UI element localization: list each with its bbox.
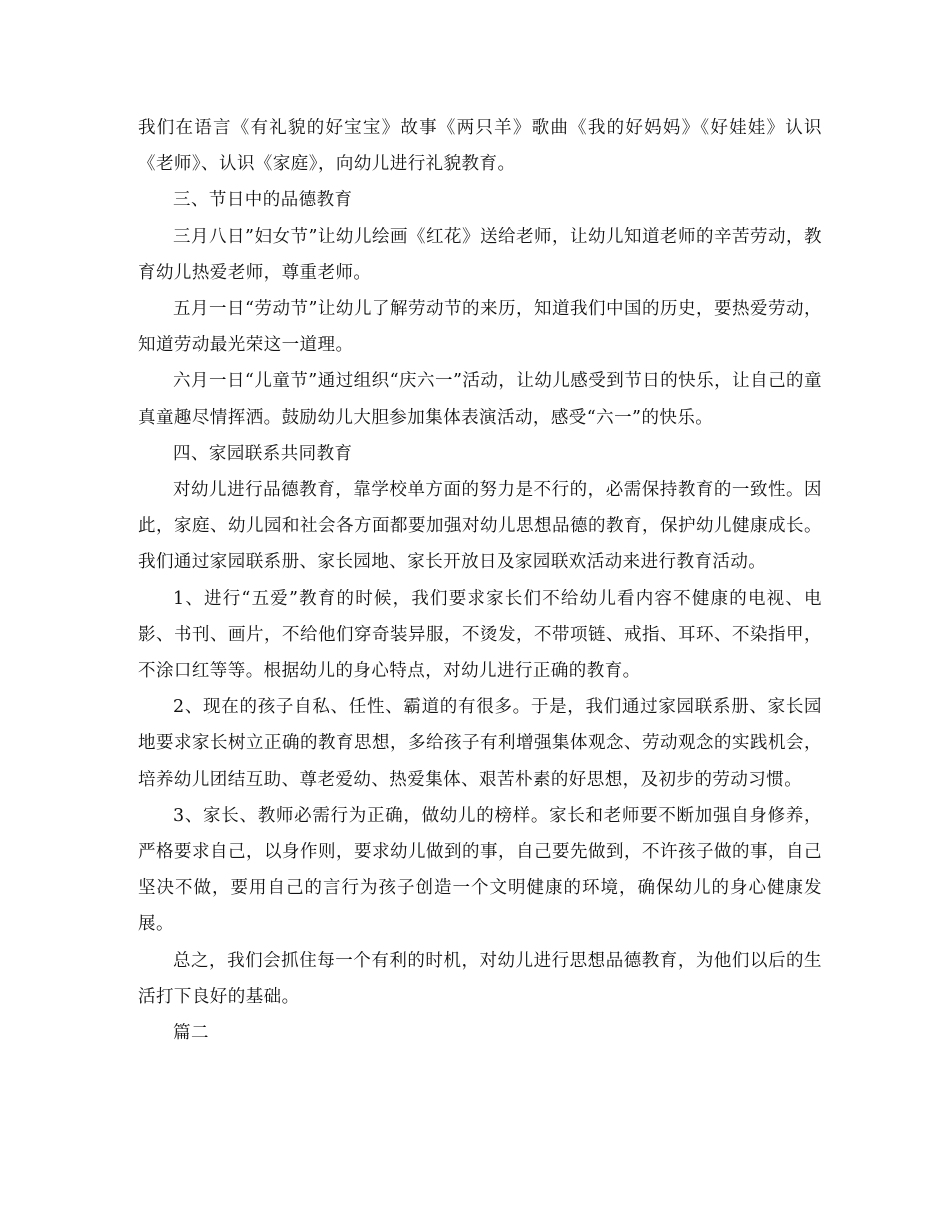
section-heading-festival-education: 三、节日中的品德教育 (173, 190, 353, 211)
paragraph-conclusion: 总之，我们会抓住每一个有利的时机，对幼儿进行思想品德教育，为他们以后的生活打下良好的基础。 (138, 950, 822, 1007)
paragraph-item-1: 1、进行“五爱”教育的时候，我们要求家长们不给幼儿看内容不健康的电视、电影、书刊、画片，不给他们穿奇装异服，不烫发，不带项链、戒指、耳环、不染指甲，不涂口红等等。根据幼儿的身心特点，对幼儿进行正确的教育。 (138, 588, 822, 682)
paragraph-item-2: 2、现在的孩子自私、任性、霸道的有很多。于是，我们通过家园联系册、家长园地要求家长树立正确的教育思想，多给孩子有利增强集体观念、劳动观念的实践机会，培养幼儿团结互助、尊老爱幼、热爱集体、艰苦朴素的好思想，及初步的劳动习惯。 (138, 697, 822, 790)
document-body (138, 110, 822, 1051)
paragraph-home-school-intro: 对幼儿进行品德教育，靠学校单方面的努力是不行的，必需保持教育的一致性。因此，家庭、幼儿园和社会各方面都要加强对幼儿思想品德的教育，保护幼儿健康成长。我们通过家园联系册、家长园地、家长开放日及家园联欢活动来进行教育活动。 (138, 480, 822, 573)
section-label-part-two: 篇二 (173, 1023, 209, 1044)
paragraph-womens-day: 三月八日”妇女节”让幼儿绘画《红花》送给老师，让幼儿知道老师的辛苦劳动，教育幼儿热爱老师，尊重老师。 (138, 226, 822, 283)
section-heading-home-school: 四、家园联系共同教育 (173, 443, 353, 464)
paragraph-labor-day: 五月一日“劳动节”让幼儿了解劳动节的来历，知道我们中国的历史，要热爱劳动，知道劳动最光荣这一道理。 (138, 299, 822, 356)
paragraph-continuation: 我们在语言《有礼貌的好宝宝》故事《两只羊》歌曲《我的好妈妈》《好娃娃》认识《老师》、认识《家庭》，向幼儿进行礼貌教育。 (138, 118, 822, 175)
paragraph-item-3: 3、家长、教师必需行为正确，做幼儿的榜样。家长和老师要不断加强自身修养，严格要求自己，以身作则，要求幼儿做到的事，自己要先做到，不许孩子做的事，自己坚决不做，要用自己的言行为孩子创造一个文明健康的环境，确保幼儿的身心健康发展。 (138, 805, 822, 935)
paragraph-childrens-day: 六月一日“儿童节”通过组织“庆六一”活动，让幼儿感受到节日的快乐，让自己的童真童趣尽情挥洒。鼓励幼儿大胆参加集体表演活动，感受“六一”的快乐。 (138, 371, 822, 428)
